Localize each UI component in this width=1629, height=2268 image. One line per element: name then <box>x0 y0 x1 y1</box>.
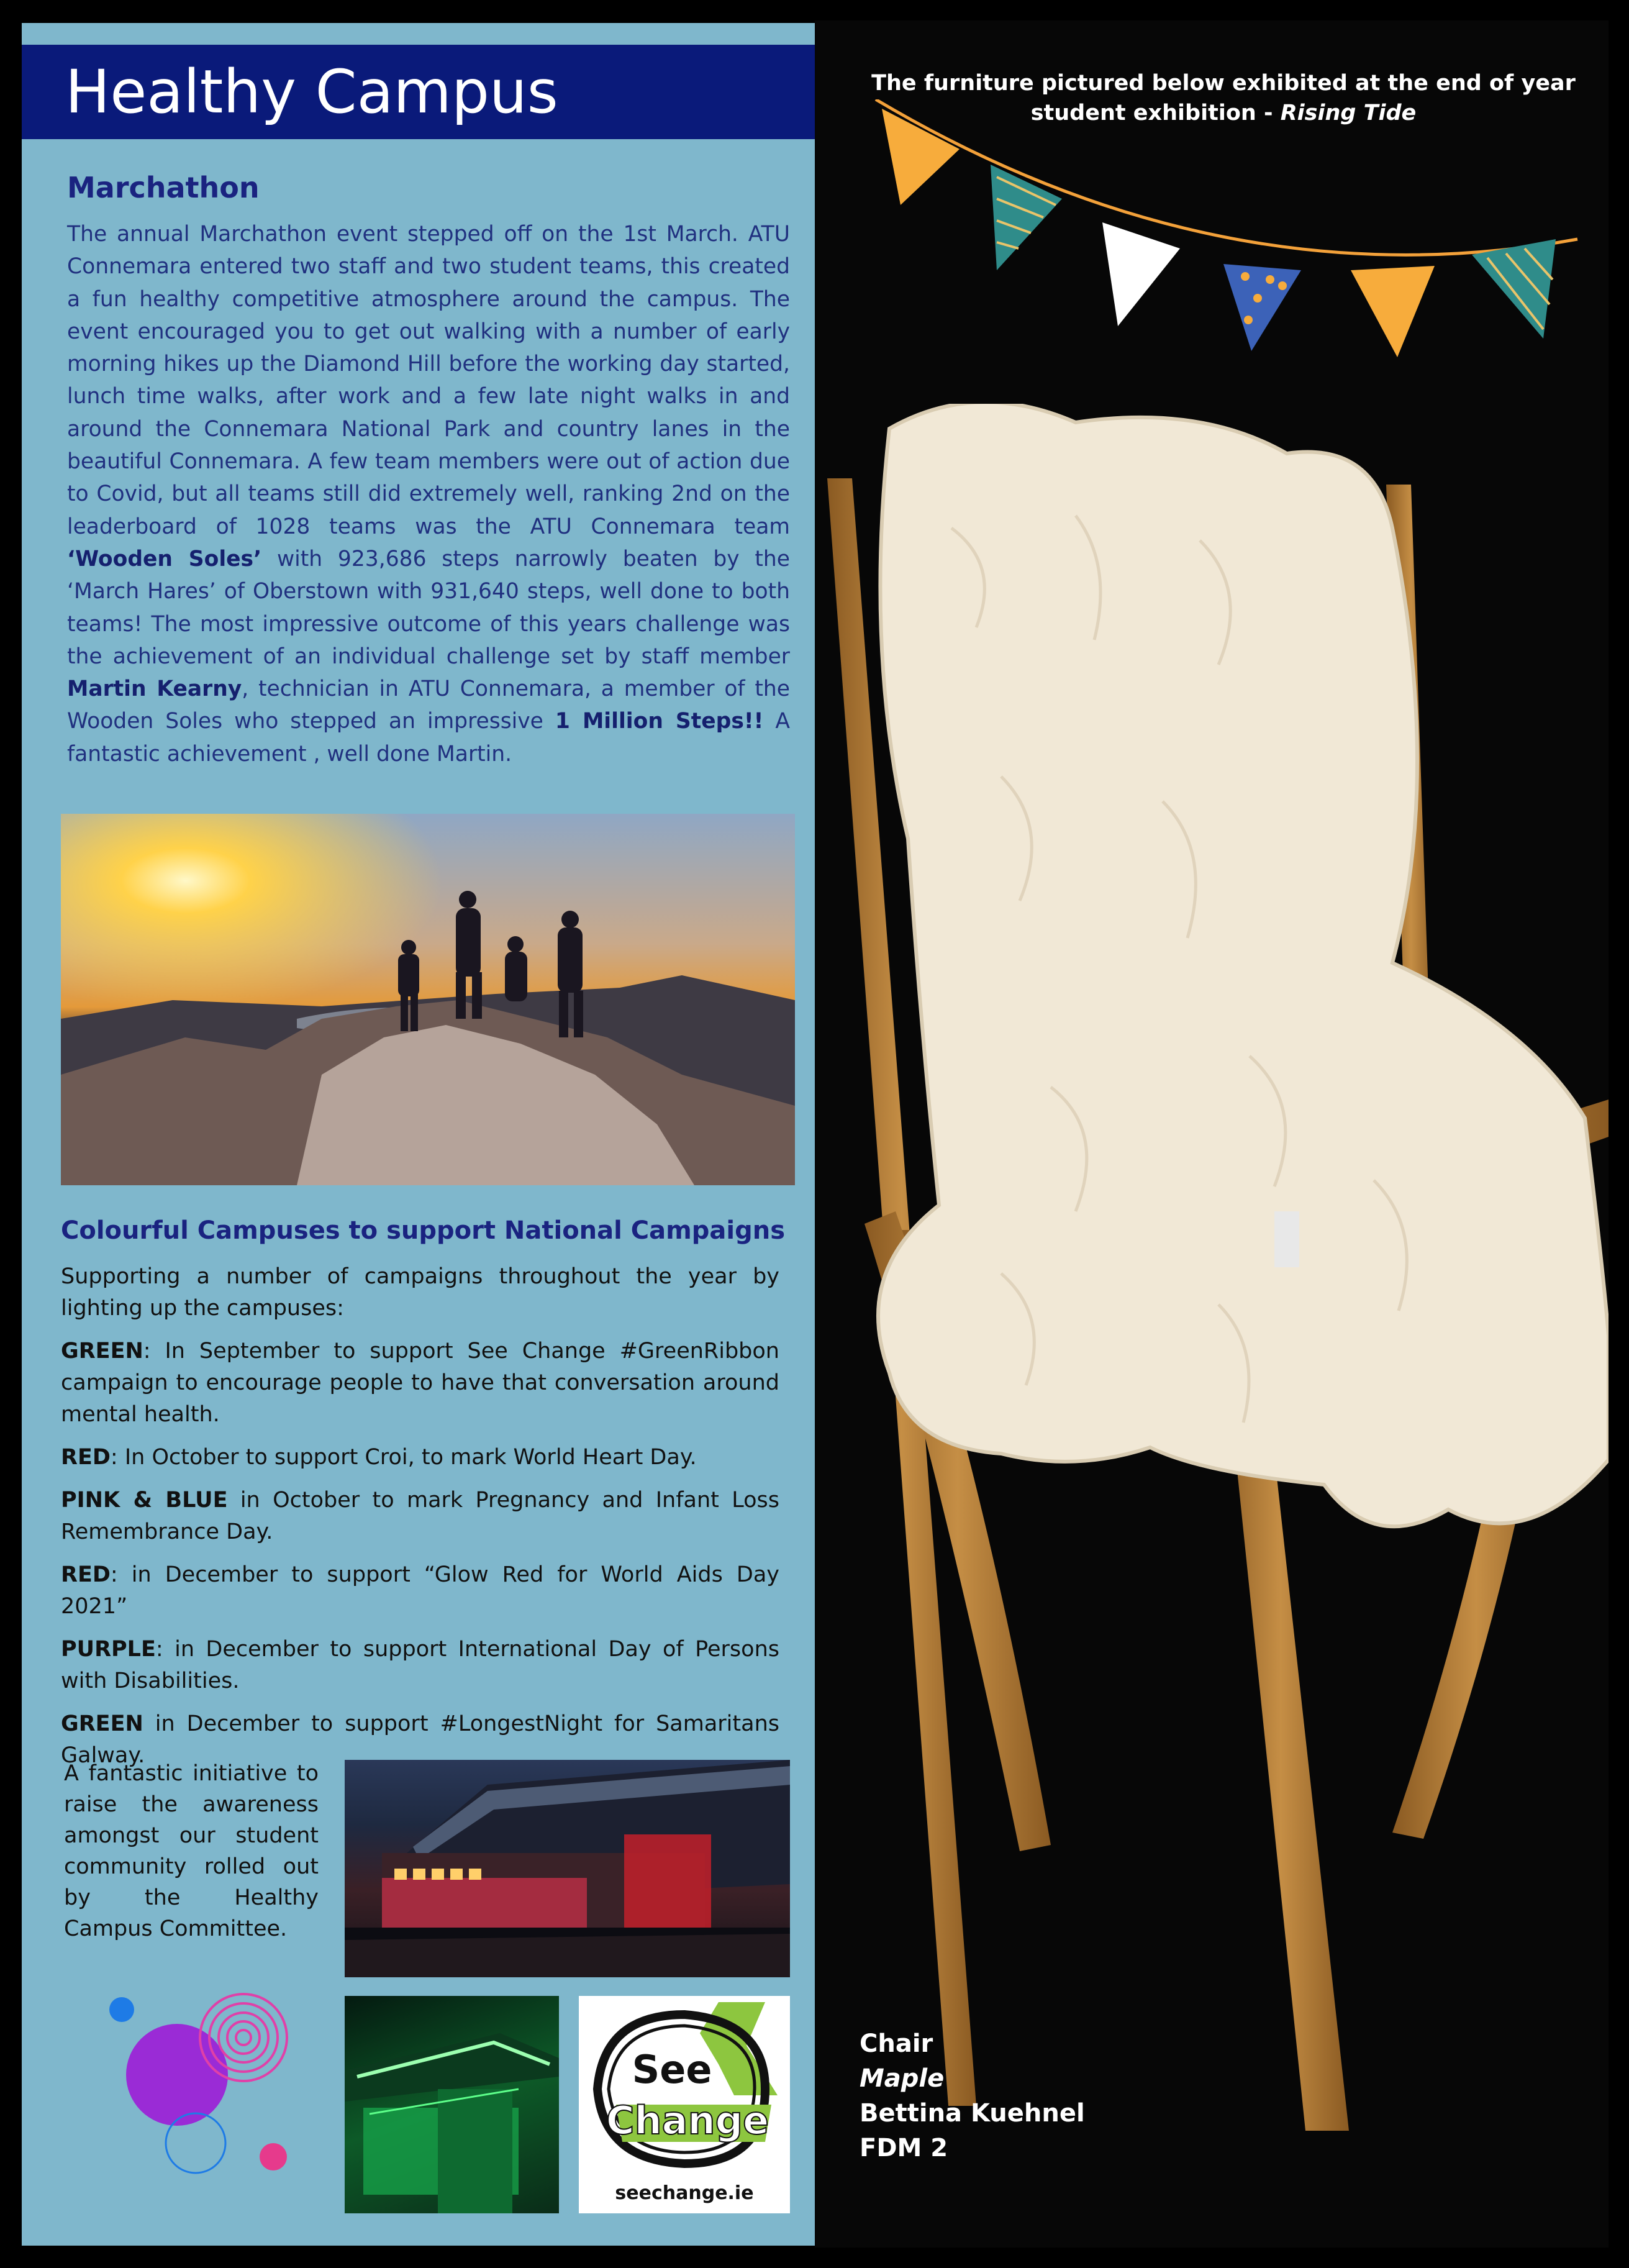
steps-highlight: 1 Million Steps!! <box>555 709 764 734</box>
course-code: FDM 2 <box>860 2134 948 2162</box>
campaign-color: PURPLE <box>61 1637 156 1662</box>
exhibition-title: Rising Tide <box>1280 101 1417 125</box>
campaign-color: GREEN <box>61 1339 143 1364</box>
pink-dot <box>260 2143 287 2170</box>
logo-url: seechange.ie <box>615 2182 754 2204</box>
seat-cord <box>1274 1211 1299 1267</box>
campaign-text: : In September to support See Change #GreenRibbon campaign to encourage people to have that conversation around mental health. <box>61 1339 779 1427</box>
colourful-body <box>61 1261 779 1783</box>
decorative-circles <box>99 1982 304 2193</box>
purple-circle <box>126 2024 228 2126</box>
piece-material: Maple <box>860 2064 945 2093</box>
campus-green-lighting-photo <box>345 1996 559 2213</box>
bunting-decoration <box>873 99 1587 367</box>
campaign-color: RED <box>61 1562 111 1587</box>
blue-dot <box>109 1997 134 2022</box>
piece-name: Chair <box>860 2029 933 2058</box>
campaign-text: : In October to support Croi, to mark World Heart Day. <box>110 1445 697 1470</box>
sheepskin <box>878 404 1609 1526</box>
logo-line1: See <box>632 2047 712 2092</box>
pink-spiral <box>200 1994 287 2081</box>
campaign-text: : in December to support International Day of Persons with Disabilities. <box>61 1637 779 1693</box>
campaign-color: RED <box>61 1445 111 1470</box>
see-change-logo <box>579 1996 790 2213</box>
exhibit-credits <box>860 2026 1085 2166</box>
campaign-color: PINK & BLUE <box>61 1488 228 1513</box>
logo-line2: Change <box>606 2098 769 2143</box>
colourful-heading: Colourful Campuses to support National Campaigns <box>61 1216 786 1245</box>
team-name: ‘Wooden Soles’ <box>67 546 262 572</box>
campaign-text: : in December to support “Glow Red for World Aids Day 2021” <box>61 1562 779 1619</box>
chair-with-sheepskin <box>815 404 1609 2156</box>
blue-ring <box>166 2113 225 2173</box>
marchathon-text-1: The annual Marchathon event stepped off on the 1st March. ATU Connemara entered two staff and two student teams, this created a fun healthy competitive atmosphere around the campus. The event encouraged you to get out walking with a number of early morning hikes up the Diamond Hill before the working day started, lunch time walks, after work and a few late night walks in and around the Connemara National Park and country lanes in the beautiful Connemara. A few team members were out of action due to Covid, but all teams still did extremely well, ranking 2nd on the leaderboard of 1028 teams was the ATU Connemara team <box>67 222 790 539</box>
campaign-text: in December to support #LongestNight for Samaritans Galway. <box>61 1711 779 1768</box>
colourful-intro: Supporting a number of campaigns throughout the year by lighting up the campuses: <box>61 1264 779 1321</box>
marchathon-text-4: A fantastic achievement , well done Martin. <box>67 709 790 767</box>
campaign-item <box>61 1634 779 1697</box>
campaign-text: in October to mark Pregnancy and Infant Loss Remembrance Day. <box>61 1488 779 1544</box>
marchathon-body <box>67 218 790 770</box>
campaign-item <box>61 1336 779 1431</box>
campaign-item <box>61 1442 779 1473</box>
initiative-text: A fantastic initiative to raise the awareness amongst our student community rolled out by the Healthy Campus Committee. <box>64 1761 319 1941</box>
campaign-color: GREEN <box>61 1711 143 1736</box>
marchathon-text-2: with 923,686 steps narrowly beaten by the ‘March Hares’ of Oberstown with 931,640 steps, well done to both teams! The most impressive outcome of this years challenge was the achievement of an individual challenge set by staff member <box>67 546 791 669</box>
caption-text: The furniture pictured below exhibited at the end of year student exhibition - <box>871 71 1576 125</box>
campaign-item <box>61 1559 779 1623</box>
page-title: Healthy Campus <box>65 57 558 127</box>
campus-red-lighting-photo <box>345 1760 790 1977</box>
marchathon-text-3: , technician in ATU Connemara, a member of the Wooden Soles who stepped an impressive <box>67 676 791 734</box>
person-name: Martin Kearny <box>67 676 242 702</box>
marchathon-heading: Marchathon <box>67 171 260 204</box>
hikers-sunset-photo <box>61 814 795 1185</box>
campaign-item <box>61 1485 779 1548</box>
designer-name: Bettina Kuehnel <box>860 2099 1085 2128</box>
